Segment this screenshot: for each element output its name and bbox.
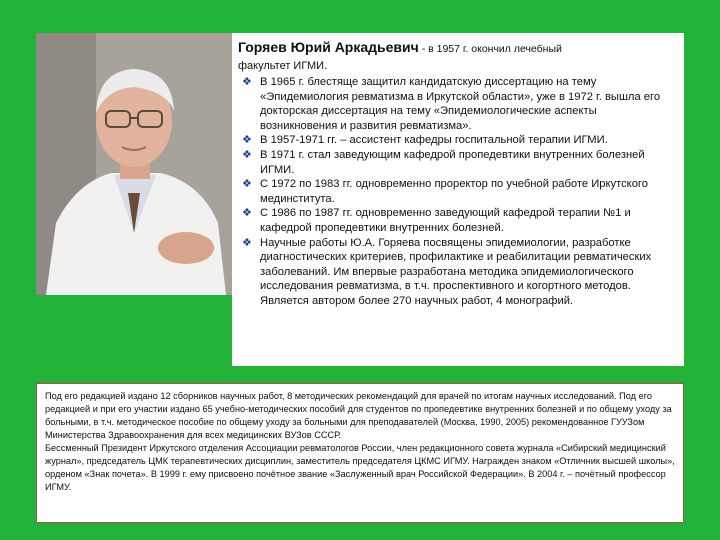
awards-paragraph: Бессменный Президент Иркутского отделения Ассоциации ревматологов России, член редакционного совета журнала «Сибирский медицинский журнал», председатель ЦМК терапевтических дисциплин, заместитель председателя ЦКМС ИГМУ. Награжден знаком «Отличник высшей школы», орденом «Знак почета». В 1999 г. ему присвоено почётное звание «Заслуженный врач Российской Федерации». В 2004 г. – почётный профессор ИГМУ. bbox=[45, 443, 675, 492]
diamond-bullet-icon: ❖ bbox=[242, 236, 252, 249]
biography-card bbox=[232, 33, 684, 366]
list-item: ❖ С 1986 по 1987 гг. одновременно заведующий кафедрой терапии №1 и кафедрой пропедевтики внутренних болезней. bbox=[242, 207, 631, 234]
list-item: ❖ С 1972 по 1983 гг. одновременно проректор по учебной работе Иркутского мединститута. bbox=[242, 178, 648, 205]
list-item: ❖ В 1957-1971 гг. – ассистент кафедры госпитальной терапии ИГМИ. bbox=[242, 134, 608, 147]
publications-paragraph: Под его редакцией издано 12 сборников научных работ, 8 методических рекомендаций для врачей по итогам научных исследований. Под его редакцией и при его участии издано 65 учебно-методических пособий для студентов по пропедевтике внутренних болезней и по общему уходу за больными, в т.ч. методическое пособие по общему уходу за больными для преподавателей (Москва, 1990, 2005) рекомендованное ГУУЗом Министерства Здравоохранения для всех медицинских ВУЗов СССР. bbox=[45, 391, 672, 440]
diamond-bullet-icon: ❖ bbox=[242, 76, 252, 88]
list-item: ❖ В 1971 г. стал заведующим кафедрой пропедевтики внутренних болезней ИГМИ. bbox=[242, 148, 645, 176]
publications-card bbox=[36, 383, 684, 523]
diamond-bullet-icon: ❖ bbox=[242, 178, 252, 191]
diamond-bullet-icon: ❖ bbox=[242, 148, 252, 161]
portrait-photo bbox=[36, 33, 232, 295]
list-item: ❖ Научные работы Ю.А. Горяева посвящены эпидемиологии, разработке диагностических критериев, профилактике и реабилитации ревматических заболеваний. Им впервые разработана методика эпидемиологического исследования ревматизма, в т.ч. проспективного и когортного методов. Является автором более 270 научных работ, 4 монографий. bbox=[242, 236, 652, 307]
person-name: Горяев Юрий Аркадьевич bbox=[238, 39, 419, 55]
diamond-bullet-icon: ❖ bbox=[242, 134, 252, 147]
portrait-illustration bbox=[36, 33, 232, 295]
list-item: ❖ В 1965 г. блестяще защитил кандидатскую диссертацию на тему «Эпидемиология ревматизма в Иркутской области», уже в 1972 г. вышла его докторская диссертация на тему «Эпидемиологические аспекты возникновения и развития ревматизма». bbox=[242, 76, 661, 132]
biography-list bbox=[238, 75, 676, 309]
heading-line bbox=[238, 39, 676, 58]
diamond-bullet-icon: ❖ bbox=[242, 207, 252, 220]
intro-text: - в 1957 г. окончил лечебный bbox=[418, 43, 562, 55]
intro-continuation: факультет ИГМИ. bbox=[238, 60, 328, 72]
